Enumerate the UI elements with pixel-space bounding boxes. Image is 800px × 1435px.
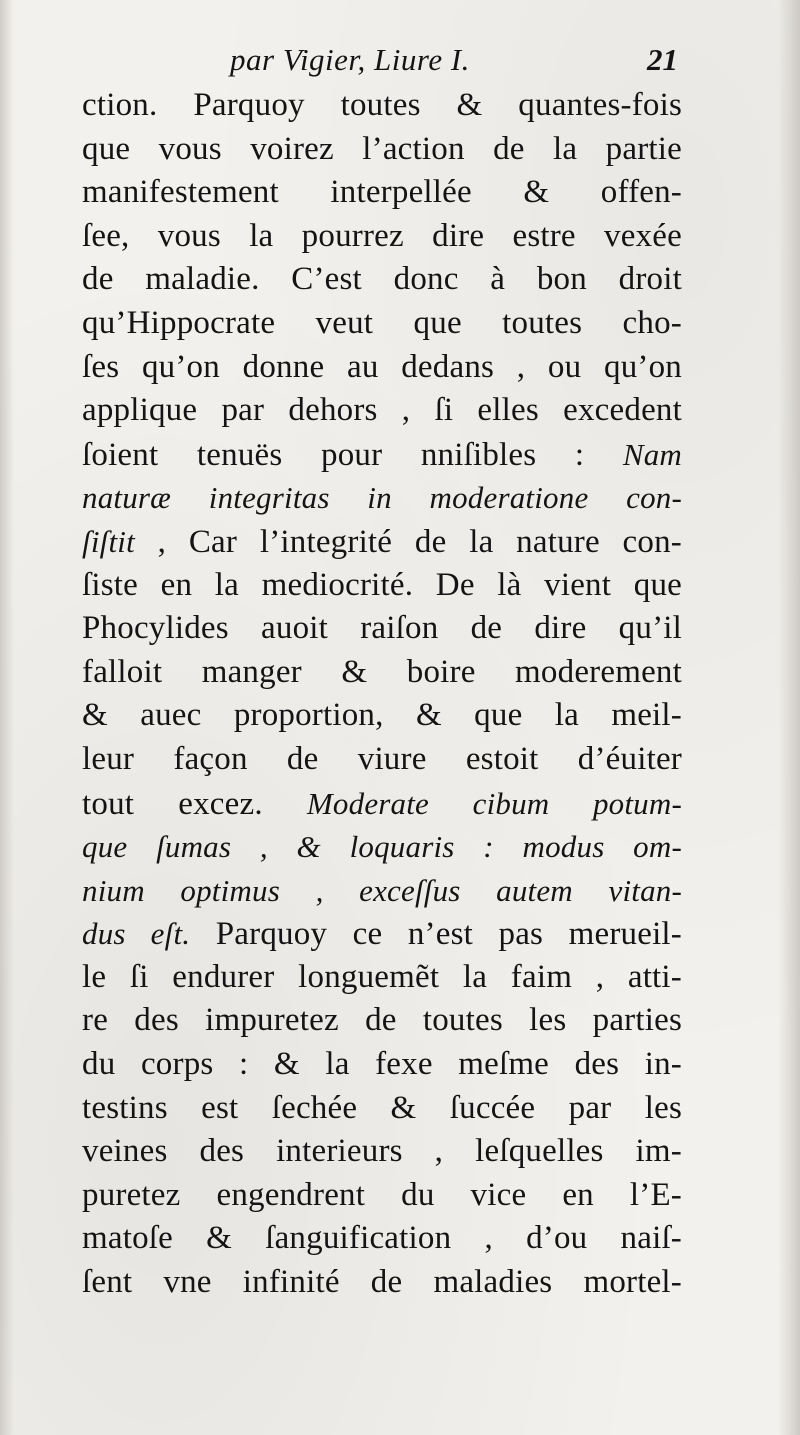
latin-quote-segment: que ſumas , & loquaris : modus om- <box>82 829 682 865</box>
text-line <box>82 84 682 128</box>
text-segment: leur façon de viure estoit d’éuiter <box>82 740 682 777</box>
text-segment: , Car l’integrité de la nature con- <box>134 523 682 560</box>
text-segment: testins est ſechée & ſuccée par les <box>82 1089 682 1126</box>
text-line <box>82 1261 682 1305</box>
text-line <box>82 999 682 1043</box>
text-line <box>82 1174 682 1218</box>
text-line <box>82 651 682 695</box>
text-segment: manifestement interpellée & offen- <box>82 174 682 211</box>
text-segment: matoſe & ſanguification , d’ou naiſ- <box>82 1220 682 1257</box>
text-line <box>82 128 682 172</box>
text-line <box>82 1217 682 1261</box>
text-segment: ction. Parquoy toutes & quantes-fois <box>82 87 682 123</box>
text-line <box>82 825 682 869</box>
text-line <box>82 433 682 477</box>
text-line <box>82 346 682 390</box>
text-line <box>82 607 682 651</box>
text-line <box>82 782 682 826</box>
text-line <box>82 476 682 520</box>
latin-quote-segment: nium optimus , exceſſus autem vitan- <box>82 872 682 908</box>
text-line <box>82 869 682 913</box>
text-segment: le ſi endurer longuemẽt la faim , atti- <box>82 958 682 995</box>
latin-quote-segment: Moderate cibum potum- <box>306 785 682 821</box>
text-line <box>82 258 682 302</box>
page-number: 21 <box>647 42 678 77</box>
running-head: par Vigier, Liure I. <box>230 42 470 77</box>
latin-quote-segment: ſiſtit <box>82 523 135 559</box>
page-header <box>90 40 690 90</box>
text-line <box>82 171 682 215</box>
text-line <box>82 694 682 738</box>
text-segment: que vous voirez l’action de la partie <box>82 130 682 167</box>
page-left-shadow <box>0 0 14 1435</box>
text-segment: falloit manger & boire moderement <box>82 653 682 690</box>
text-line <box>82 302 682 346</box>
text-line <box>82 912 682 956</box>
latin-quote-segment: naturæ integritas in moderatione con- <box>82 480 682 516</box>
text-segment: & auec proportion, & que la meil- <box>82 697 682 734</box>
text-segment: qu’Hippocrate veut que toutes cho- <box>82 304 682 341</box>
latin-quote-segment: Nam <box>622 436 682 472</box>
page-right-shadow <box>778 0 800 1435</box>
text-segment: re des impuretez de toutes les parties <box>82 1002 682 1039</box>
text-segment: ſes qu’on donne au dedans , ou qu’on <box>82 348 682 385</box>
latin-quote-segment: dus eſt. <box>82 916 191 952</box>
body-text <box>82 84 682 1305</box>
text-segment: ſent vne infinité de maladies mortel- <box>82 1264 682 1301</box>
text-line <box>82 564 682 608</box>
text-segment: puretez engendrent du vice en l’E- <box>82 1176 682 1213</box>
text-line <box>82 520 682 564</box>
text-line <box>82 215 682 259</box>
text-segment: veines des interieurs , leſquelles im- <box>82 1133 682 1170</box>
text-segment: ſiste en la mediocrité. De là vient que <box>82 566 682 603</box>
text-line <box>82 1043 682 1087</box>
text-segment: Parquoy ce n’est pas merueil- <box>190 916 682 953</box>
text-line <box>82 956 682 1000</box>
text-line <box>82 738 682 782</box>
text-segment: de maladie. C’est donc à bon droit <box>82 261 682 298</box>
text-line <box>82 1130 682 1174</box>
text-line <box>82 1087 682 1131</box>
text-segment: applique par dehors , ſi elles excedent <box>82 392 682 429</box>
text-segment: Phocylides auoit raiſon de dire qu’il <box>82 610 682 647</box>
text-segment: ſoient tenuës pour nniſibles : <box>82 436 623 473</box>
text-segment: tout excez. <box>82 785 307 822</box>
text-segment: ſee, vous la pourrez dire estre vexée <box>82 217 682 254</box>
text-line <box>82 389 682 433</box>
text-segment: du corps : & la fexe meſme des in- <box>82 1046 682 1083</box>
